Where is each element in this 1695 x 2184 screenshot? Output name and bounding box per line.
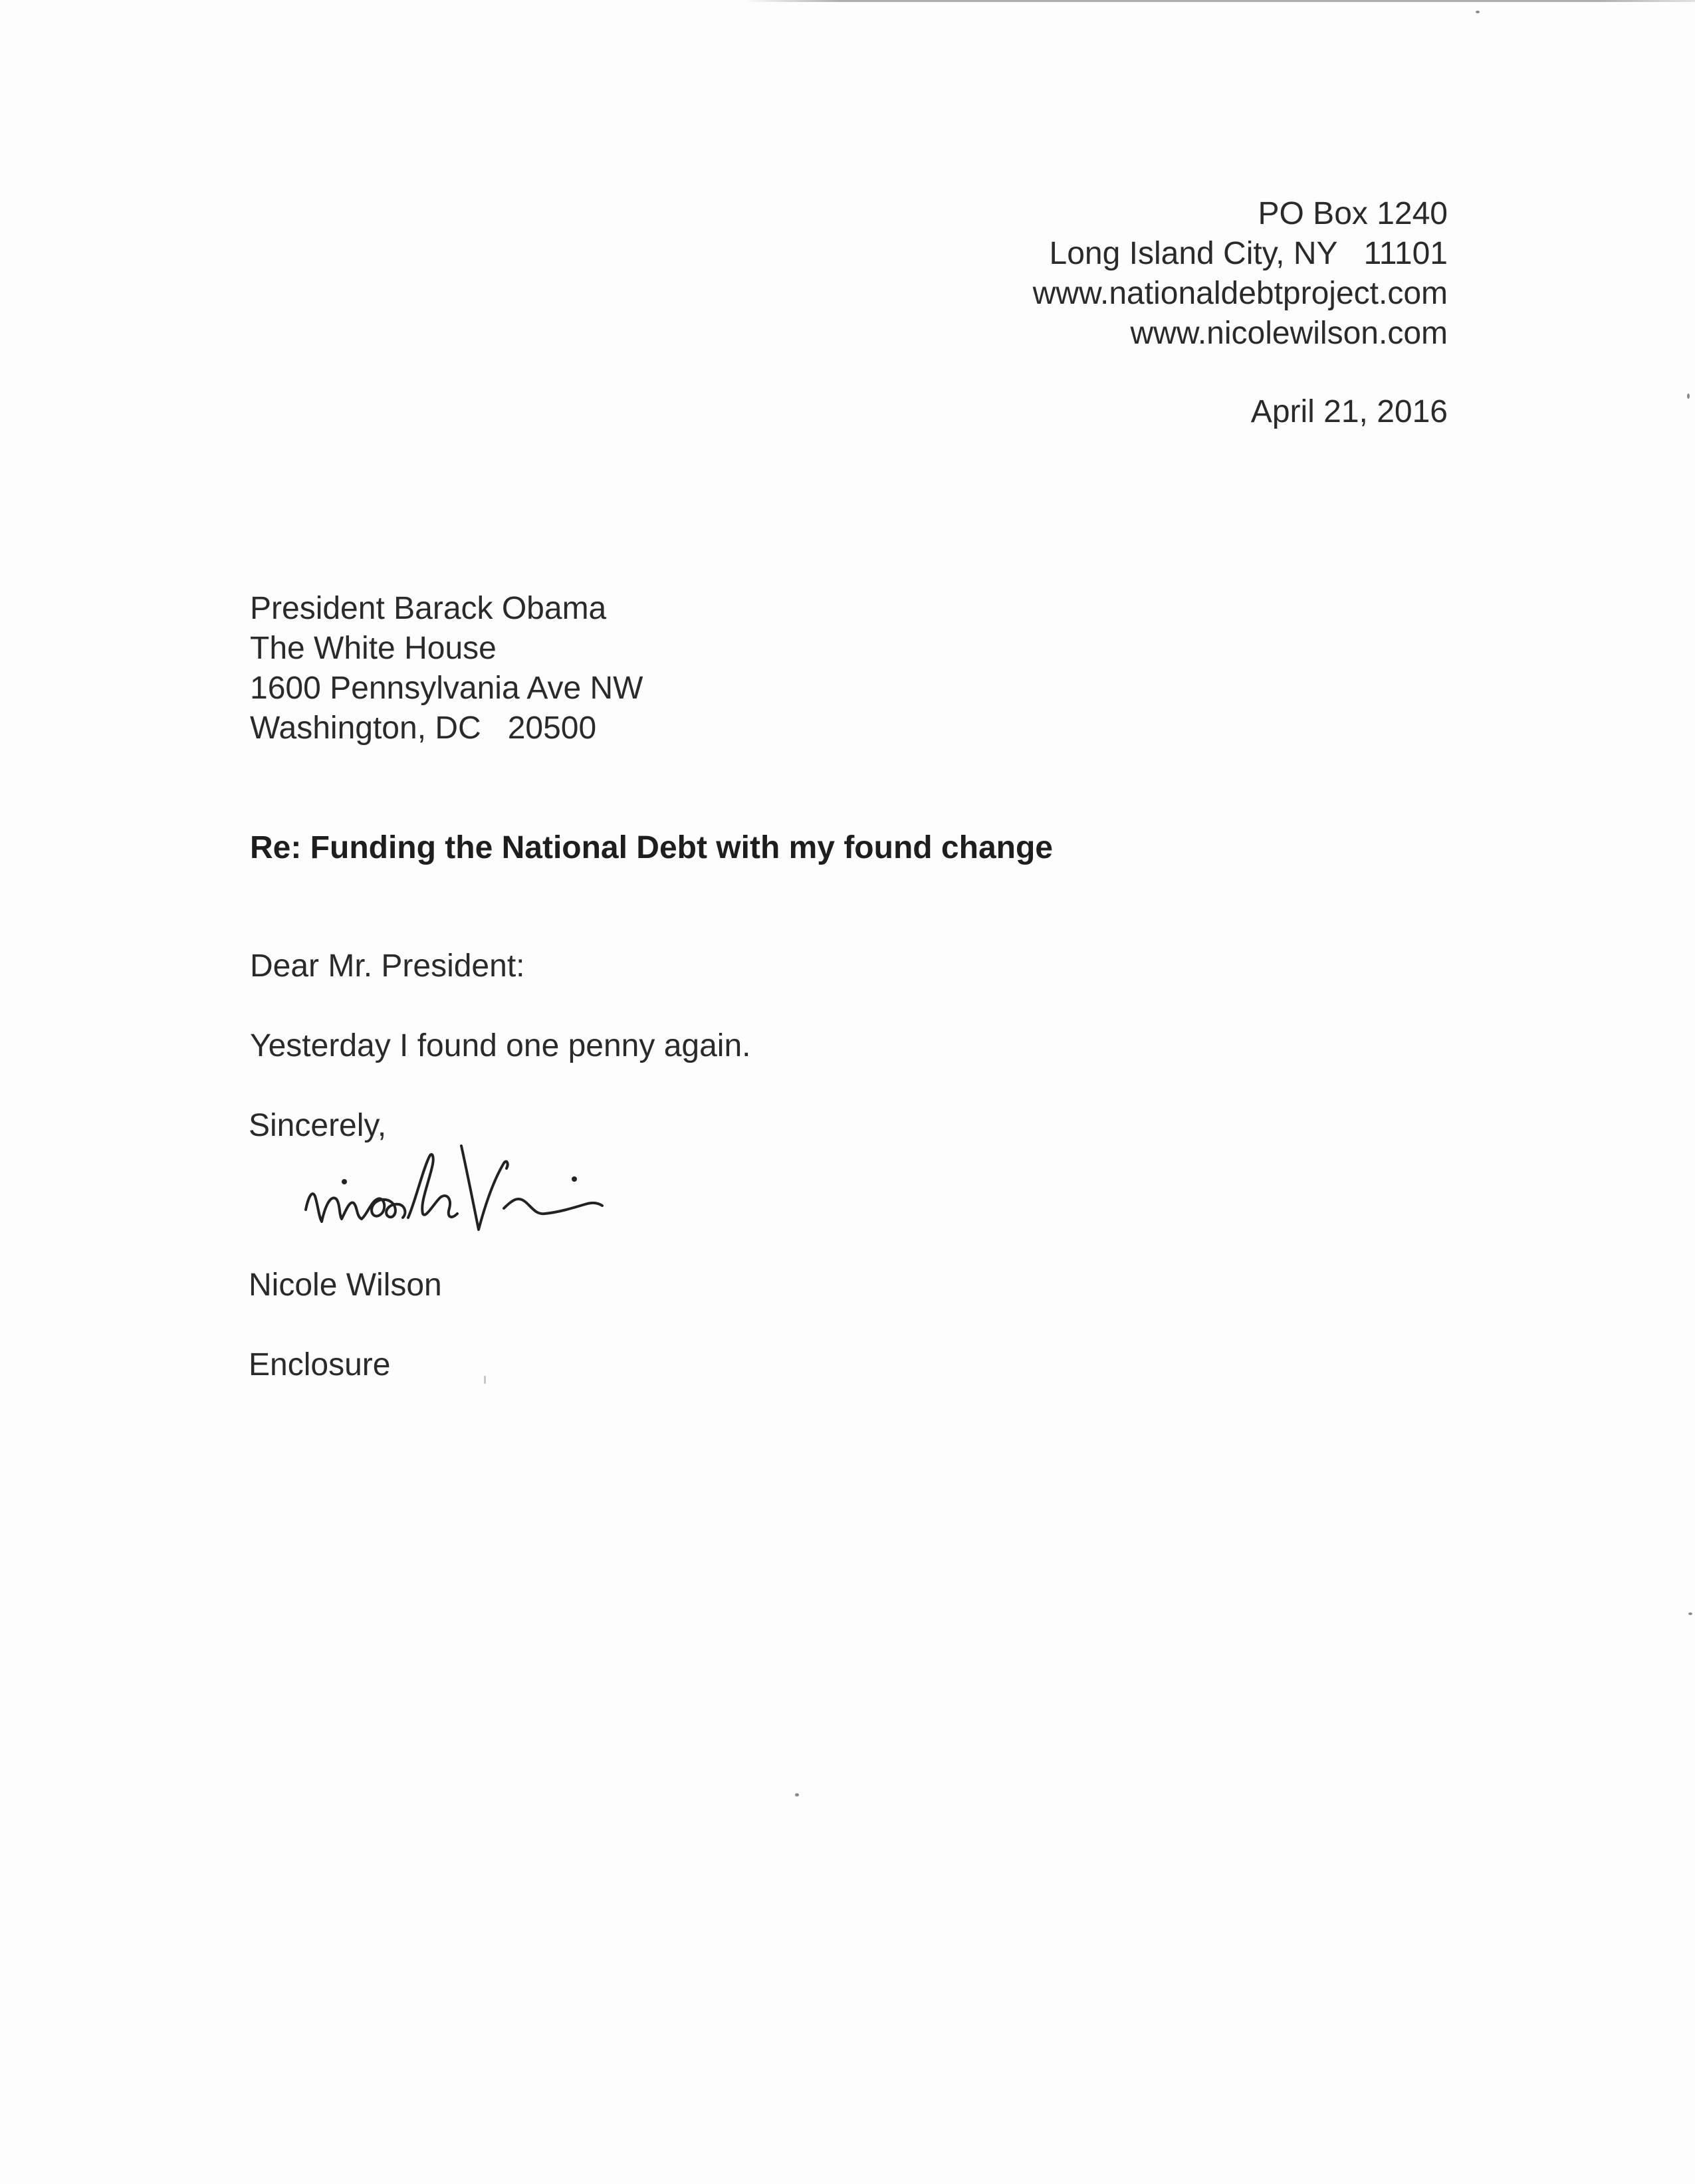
sender-website-link: www.nationaldebtproject.com <box>1032 276 1448 311</box>
scan-speck <box>1688 1612 1692 1615</box>
scan-edge-line <box>744 0 1695 2</box>
scan-speck <box>1476 11 1480 13</box>
scan-speck <box>795 1793 799 1797</box>
letter-body: Yesterday I found one penny again. <box>250 1028 751 1063</box>
closing: Sincerely, <box>249 1108 387 1143</box>
subject-line: Re: Funding the National Debt with my found change <box>250 830 1053 865</box>
recipient-address-line: The White House <box>250 631 497 666</box>
enclosure-notation: Enclosure <box>249 1347 391 1382</box>
recipient-address-block <box>250 589 643 748</box>
letter-date: April 21, 2016 <box>1250 394 1448 429</box>
recipient-address-line: 1600 Pennsylvania Ave NW <box>250 671 643 706</box>
recipient-name: President Barack Obama <box>250 591 607 626</box>
sender-address-block <box>1033 194 1448 354</box>
handwritten-signature <box>292 1130 638 1243</box>
sender-address-line: PO Box 1240 <box>1258 196 1448 231</box>
scan-speck <box>484 1376 486 1384</box>
sender-website-link: www.nicolewilson.com <box>1130 316 1448 351</box>
salutation: Dear Mr. President: <box>250 948 525 984</box>
sender-address-line: Long Island City, NY 11101 <box>1049 236 1448 271</box>
scan-speck <box>1687 393 1690 399</box>
signer-name: Nicole Wilson <box>249 1267 442 1303</box>
recipient-address-line: Washington, DC 20500 <box>250 710 597 746</box>
